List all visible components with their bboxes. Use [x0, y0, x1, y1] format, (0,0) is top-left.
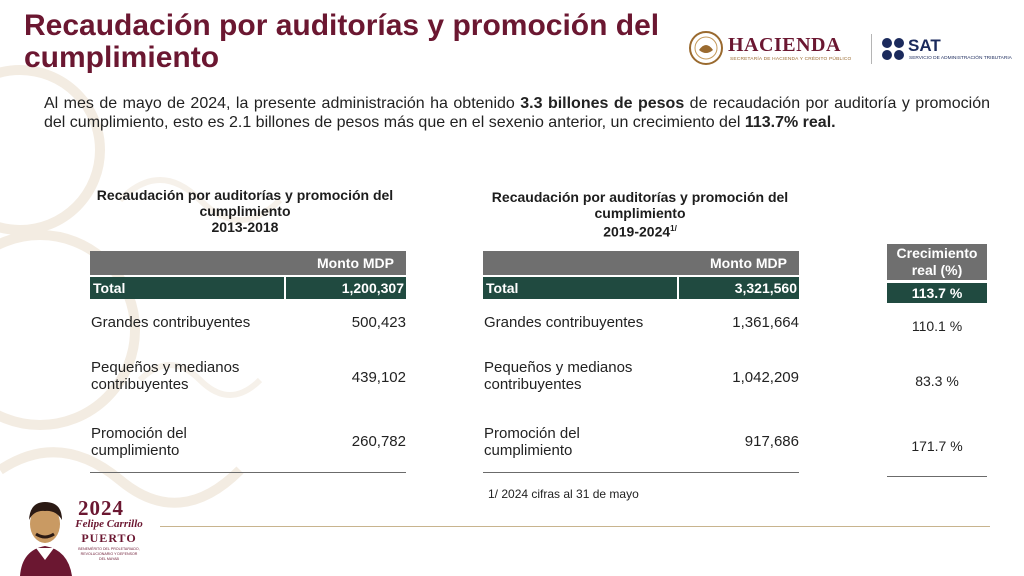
- hacienda-logo-text: HACIENDA: [728, 34, 841, 56]
- row-label-line: Pequeños y medianos: [484, 359, 633, 376]
- table-right-total-row: [483, 277, 799, 299]
- sat-logo-text: SAT: [908, 36, 941, 55]
- table-right-header: Monto MDP: [483, 251, 799, 275]
- growth-value: 171.7 %: [911, 438, 963, 454]
- table-left-title-period: 2013-2018: [211, 219, 279, 235]
- page-title: Recaudación por auditorías y promoción del cumplimiento: [24, 9, 660, 74]
- footer-subtitle: [72, 547, 146, 562]
- row-label-line: Promoción del: [484, 425, 580, 442]
- hacienda-seal-icon: [688, 30, 724, 66]
- footer-subtitle-line: BENEMÉRITO DEL PROLETARIADO,: [78, 547, 140, 551]
- footer-rule: [160, 526, 990, 527]
- growth-value: 110.1 %: [911, 318, 963, 334]
- row-label-line: cumplimiento: [91, 442, 180, 459]
- row-label-line: Promoción del: [91, 425, 187, 442]
- footer-name-line2: PUERTO: [81, 531, 137, 545]
- table-right-row-value: 1,042,209: [732, 369, 799, 386]
- period-text: 2019-2024: [603, 223, 671, 240]
- table-left-row-value: 500,423: [351, 314, 406, 331]
- row-label-line: Grandes contribuyentes: [91, 314, 251, 331]
- table-left-row-label: [91, 425, 187, 459]
- table-left-total-label: Total: [90, 277, 284, 299]
- table-right-title-period: [455, 221, 825, 240]
- intro-highlight-amount: 3.3 billones de pesos: [520, 95, 685, 112]
- hacienda-logo-subtitle: SECRETARÍA DE HACIENDA Y CRÉDITO PÚBLICO: [730, 57, 852, 62]
- footer-year: 2024: [78, 496, 124, 520]
- table-left-header: Monto MDP: [90, 251, 406, 275]
- table-right-row-label: [484, 314, 643, 331]
- table-left-row-label: [91, 359, 239, 393]
- growth-header-line1: Crecimiento: [896, 245, 978, 261]
- intro-text-1: Al mes de mayo de 2024, la presente administración ha obtenido: [44, 95, 521, 112]
- table-left-row-value: 439,102: [351, 369, 406, 386]
- table-right-title-line2: cumplimiento: [594, 205, 686, 221]
- growth-bottom-rule: [887, 476, 987, 477]
- table-left-row-value: 260,782: [351, 433, 406, 450]
- table-right-row-label: [484, 359, 632, 393]
- table-left-total-row: [90, 277, 406, 299]
- growth-header-line2: real (%): [911, 262, 963, 278]
- table-left-title: [60, 187, 430, 235]
- table-right-bottom-rule: [483, 472, 799, 473]
- row-label-line: contribuyentes: [91, 376, 189, 393]
- growth-total: 113.7 %: [887, 283, 987, 303]
- table-right-total-value: 3,321,560: [679, 277, 799, 299]
- footnote: 1/ 2024 cifras al 31 de mayo: [488, 487, 639, 501]
- intro-text-2: de recaudación por auditoría y promoción del cumplimiento, esto es 2.1 billones de pesos más que en el sexenio anterior, un crecimiento del: [44, 95, 990, 131]
- footer-subtitle-line: REVOLUCIONARIO Y DEFENSOR: [80, 552, 138, 556]
- footer-subtitle-line: DEL MAYAB: [99, 557, 119, 561]
- row-label-line: Pequeños y medianos: [91, 359, 240, 376]
- row-label-line: Grandes contribuyentes: [484, 314, 644, 331]
- growth-value: 83.3 %: [915, 373, 959, 389]
- table-right-row-value: 917,686: [744, 433, 799, 450]
- table-left-row-label: [91, 314, 250, 331]
- table-right-title-line1: Recaudación por auditorías y promoción del: [491, 189, 789, 205]
- table-right-title: [455, 189, 825, 240]
- row-label-line: cumplimiento: [484, 442, 573, 459]
- growth-header: [887, 244, 987, 280]
- table-left-total-value: 1,200,307: [286, 277, 406, 299]
- intro-highlight-growth: 113.7% real.: [744, 114, 836, 131]
- intro-paragraph: [44, 94, 990, 132]
- row-label-line: contribuyentes: [484, 376, 582, 393]
- table-left-bottom-rule: [90, 472, 406, 473]
- table-right-row-label: [484, 425, 580, 459]
- table-right-total-label: Total: [483, 277, 677, 299]
- table-left-title-line1: Recaudación por auditorías y promoción del: [96, 187, 394, 203]
- sat-logo-icon: [880, 36, 906, 62]
- footer-name-line1: Felipe Carrillo: [75, 518, 143, 530]
- table-right-row-value: 1,361,664: [732, 314, 799, 331]
- table-left-title-line2: cumplimiento: [199, 203, 291, 219]
- header-logos: [688, 30, 1012, 70]
- logo-separator: [871, 34, 872, 64]
- sat-logo-subtitle: SERVICIO DE ADMINISTRACIÓN TRIBUTARIA: [909, 56, 1012, 61]
- footnote-marker: 1/: [670, 224, 677, 233]
